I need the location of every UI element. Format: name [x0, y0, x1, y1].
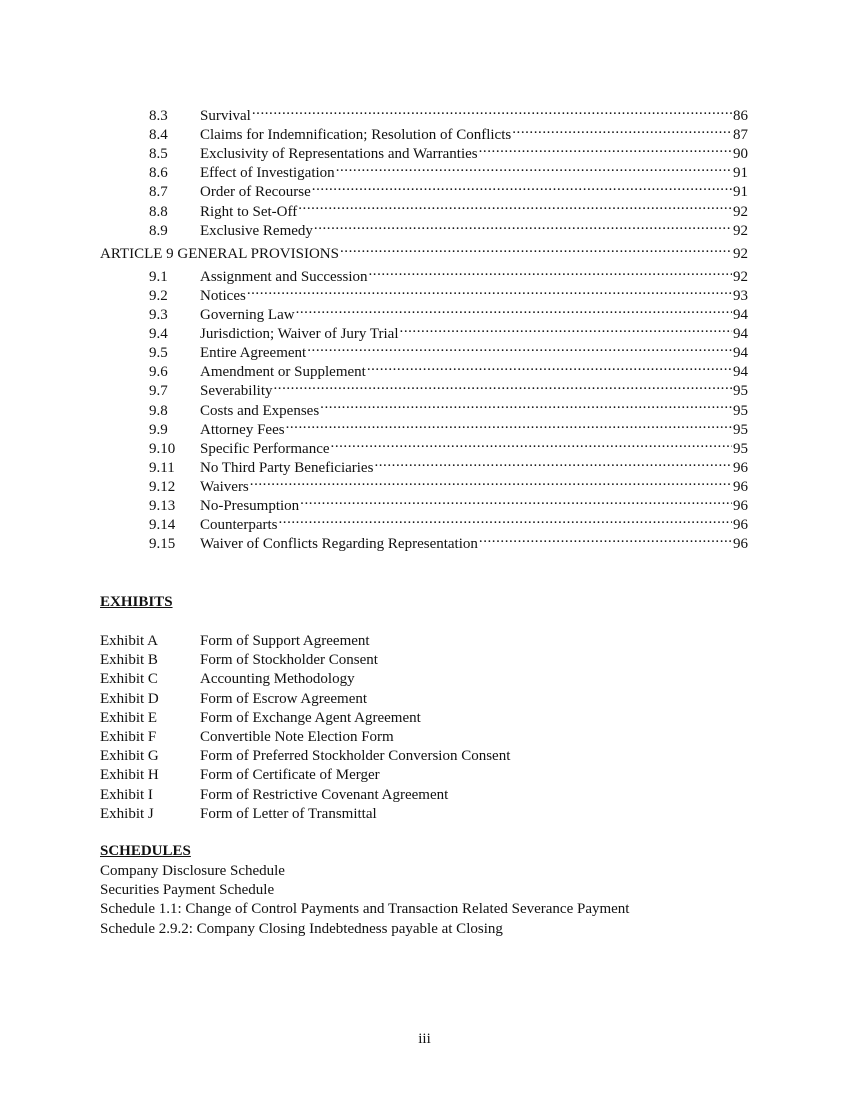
exhibit-title: Accounting Methodology	[200, 671, 355, 688]
section-9-entries	[100, 262, 748, 553]
page-number: iii	[418, 1031, 431, 1047]
toc-section-title: Exclusivity of Representations and Warranties	[200, 145, 479, 164]
toc-section-number: 9.15	[149, 536, 176, 553]
toc-page-number: 96	[732, 535, 748, 554]
toc-section-number: 9.14	[149, 517, 176, 534]
toc-section-title: Claims for Indemnification; Resolution of Conflicts	[200, 126, 512, 145]
toc-page-number: 94	[732, 325, 748, 344]
toc-dot-leader	[374, 453, 732, 472]
exhibit-item[interactable]	[100, 709, 510, 728]
toc-section-title: Waivers	[200, 478, 250, 497]
exhibit-label: Exhibit H	[100, 767, 159, 784]
toc-dot-leader	[296, 300, 732, 319]
toc-page-number: 96	[732, 516, 748, 535]
toc-page-number: 95	[732, 402, 748, 421]
exhibit-label: Exhibit G	[100, 748, 159, 765]
exhibit-item[interactable]	[100, 747, 510, 766]
toc-section-title: Assignment and Succession	[200, 268, 368, 287]
toc-dot-leader	[320, 395, 732, 414]
toc-section-number: 9.10	[149, 440, 176, 457]
toc-section-number: 9.2	[149, 287, 168, 304]
toc-page-number: 96	[732, 478, 748, 497]
toc-section-number: 8.8	[149, 203, 168, 220]
toc-page-number: 96	[732, 459, 748, 478]
toc-dot-leader	[298, 196, 732, 215]
toc-section-title: Amendment or Supplement	[200, 363, 367, 382]
toc-section-title: Exclusive Remedy	[200, 222, 314, 241]
toc-page-number: 86	[732, 107, 748, 126]
exhibit-item[interactable]	[100, 766, 510, 785]
toc-page-number: 92	[732, 222, 748, 241]
toc-dot-leader	[312, 177, 732, 196]
exhibit-label: Exhibit J	[100, 805, 154, 822]
exhibit-label: Exhibit D	[100, 690, 159, 707]
toc-dot-leader	[340, 239, 732, 258]
exhibit-label: Exhibit E	[100, 709, 158, 726]
toc-dot-leader	[331, 434, 732, 453]
exhibit-title: Form of Support Agreement	[200, 633, 370, 649]
exhibits-list	[100, 632, 510, 824]
toc-dot-leader	[314, 216, 732, 235]
table-of-contents	[100, 101, 748, 553]
toc-section-title: No Third Party Beneficiaries	[200, 459, 374, 478]
toc-section-title: Entire Agreement	[200, 344, 307, 363]
exhibit-label: Exhibit C	[100, 671, 158, 688]
toc-dot-leader	[479, 529, 732, 548]
toc-section-number: 8.6	[149, 165, 168, 182]
schedule-item[interactable]: Schedule 2.9.2: Company Closing Indebtedness payable at Closing	[100, 920, 503, 937]
toc-section-number: 9.7	[149, 383, 168, 400]
toc-dot-leader	[273, 376, 732, 395]
toc-section-number: 8.4	[149, 127, 168, 144]
toc-article-9[interactable]	[100, 239, 748, 262]
toc-dot-leader	[278, 510, 732, 529]
exhibit-label: Exhibit A	[100, 633, 158, 649]
toc-section-title: Governing Law	[200, 306, 296, 325]
schedules-list	[100, 862, 629, 939]
exhibit-item[interactable]	[100, 805, 510, 824]
toc-page-number: 95	[732, 382, 748, 401]
toc-section-number: 9.1	[149, 268, 168, 285]
schedule-item[interactable]: Company Disclosure Schedule	[100, 863, 285, 879]
toc-dot-leader	[479, 139, 732, 158]
toc-entry[interactable]	[100, 262, 748, 285]
toc-section-number: 9.4	[149, 326, 168, 343]
exhibit-title: Form of Exchange Agent Agreement	[200, 709, 421, 726]
exhibit-item[interactable]	[100, 786, 510, 805]
toc-dot-leader	[368, 262, 732, 281]
toc-section-number: 9.6	[149, 364, 168, 381]
toc-section-number: 9.8	[149, 402, 168, 419]
schedules-heading: SCHEDULES	[100, 843, 191, 859]
toc-section-number: 9.13	[149, 497, 176, 514]
exhibit-title: Form of Certificate of Merger	[200, 767, 380, 784]
toc-section-title: Order of Recourse	[200, 183, 312, 202]
toc-dot-leader	[250, 472, 732, 491]
toc-page-number: 94	[732, 344, 748, 363]
toc-dot-leader	[367, 357, 732, 376]
toc-section-title: Counterparts	[200, 516, 278, 535]
exhibit-label: Exhibit F	[100, 728, 157, 745]
toc-section-number: 8.5	[149, 146, 168, 163]
exhibit-title: Form of Preferred Stockholder Conversion Consent	[200, 748, 511, 765]
toc-page-number: 91	[732, 183, 748, 202]
toc-section-title: Survival	[200, 107, 252, 126]
toc-dot-leader	[400, 319, 732, 338]
toc-dot-leader	[286, 415, 732, 434]
toc-section-number: 9.12	[149, 478, 176, 495]
toc-dot-leader	[307, 338, 732, 357]
exhibit-title: Form of Letter of Transmittal	[200, 805, 377, 822]
toc-entry[interactable]	[100, 101, 748, 125]
toc-page-number: 90	[732, 145, 748, 164]
toc-page-number: 94	[732, 306, 748, 325]
toc-section-title: Specific Performance	[200, 440, 331, 459]
exhibit-item[interactable]	[100, 632, 510, 651]
toc-page-number: 95	[732, 440, 748, 459]
toc-page-number: 96	[732, 497, 748, 516]
toc-dot-leader	[336, 158, 732, 177]
toc-dot-leader	[300, 491, 732, 510]
toc-section-number: 9.11	[149, 459, 175, 476]
toc-dot-leader	[512, 120, 732, 139]
toc-section-title: Notices	[200, 287, 247, 306]
exhibit-item[interactable]	[100, 728, 510, 747]
toc-dot-leader	[252, 101, 732, 120]
exhibit-item[interactable]	[100, 670, 510, 689]
toc-page-number: 92	[732, 268, 748, 287]
toc-section-title: Attorney Fees	[200, 421, 286, 440]
toc-page-number: 93	[732, 287, 748, 306]
toc-article-title: ARTICLE 9 GENERAL PROVISIONS	[100, 245, 340, 264]
exhibit-label: Exhibit B	[100, 652, 158, 669]
toc-page-number: 94	[732, 363, 748, 382]
toc-page-number: 91	[732, 164, 748, 183]
toc-section-number: 8.3	[149, 108, 168, 125]
toc-section-title: Effect of Investigation	[200, 164, 336, 183]
toc-section-title: Jurisdiction; Waiver of Jury Trial	[200, 325, 400, 344]
toc-page-number: 87	[732, 126, 748, 145]
exhibit-title: Convertible Note Election Form	[200, 728, 394, 745]
toc-section-title: Right to Set-Off	[200, 203, 298, 222]
toc-section-title: Severability	[200, 382, 273, 401]
toc-page-number: 92	[732, 245, 748, 264]
exhibit-label: Exhibit I	[100, 786, 153, 803]
exhibit-title: Form of Stockholder Consent	[200, 652, 378, 669]
toc-dot-leader	[247, 281, 732, 300]
schedule-item[interactable]: Securities Payment Schedule	[100, 882, 275, 899]
toc-section-number: 8.9	[149, 222, 168, 239]
schedule-item[interactable]: Schedule 1.1: Change of Control Payments and Transaction Related Severance Payment	[100, 901, 630, 918]
toc-section-number: 9.5	[149, 345, 168, 362]
toc-section-title: No-Presumption	[200, 497, 300, 516]
toc-section-number: 8.7	[149, 184, 168, 201]
toc-section-number: 9.3	[149, 307, 168, 324]
toc-section-title: Costs and Expenses	[200, 402, 320, 421]
toc-page-number: 95	[732, 421, 748, 440]
exhibit-item[interactable]	[100, 651, 510, 670]
exhibit-title: Form of Escrow Agreement	[200, 690, 368, 707]
toc-section-title: Waiver of Conflicts Regarding Representation	[200, 535, 479, 554]
toc-section-number: 9.9	[149, 421, 168, 438]
exhibit-item[interactable]	[100, 690, 510, 709]
exhibits-heading: EXHIBITS	[100, 594, 173, 610]
exhibit-title: Form of Restrictive Covenant Agreement	[200, 786, 449, 803]
toc-page-number: 92	[732, 203, 748, 222]
section-8-entries	[100, 101, 748, 239]
